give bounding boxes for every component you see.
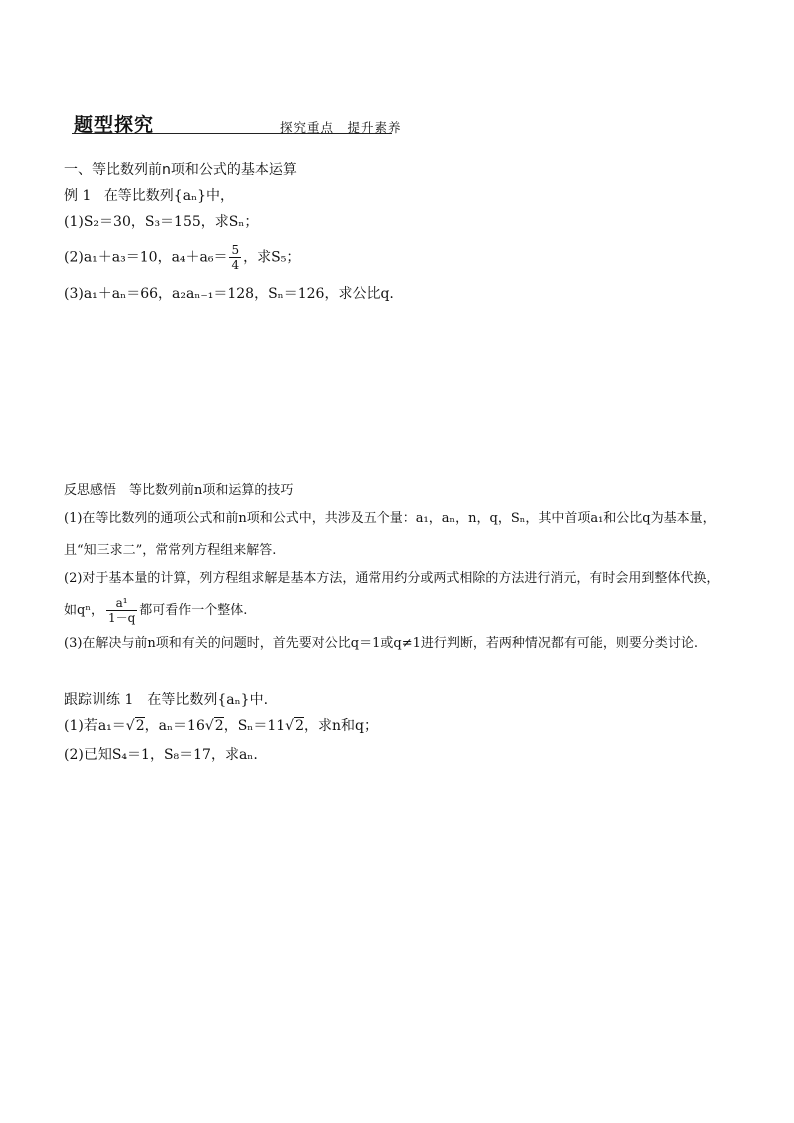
fraction-numerator: 5 xyxy=(231,243,240,257)
page-title: 题型探究 xyxy=(74,114,155,136)
reflection-point-2 xyxy=(64,563,732,627)
p1-segment-a: (1)若a₁＝ xyxy=(64,718,126,734)
fraction-denominator: 4 xyxy=(231,258,240,272)
reflection-title: 反思感悟 等比数列前n项和运算的技巧 xyxy=(64,483,294,498)
practice-1-part-1 xyxy=(64,716,378,736)
p1-segment-b: ，aₙ＝16 xyxy=(144,718,205,734)
example-1-part-1: (1)S₂＝30，S₃＝155，求Sₙ； xyxy=(64,214,259,230)
reflection-point-3: (3)在解决与前n项和有关的问题时，首先要对公比q＝1或q≠1进行判断，若两种情况都有可能，则要分类讨论. xyxy=(64,636,698,651)
fraction-numerator: a¹ xyxy=(106,596,137,611)
sqrt-radicand: 2 xyxy=(135,718,145,734)
example-intro-text: 在等比数列{aₙ}中， xyxy=(103,188,235,204)
p1-segment-c: ，Sₙ＝11 xyxy=(223,718,286,734)
fraction-a-over-1-minus-q xyxy=(106,596,137,625)
section-title: 一、等比数列前n项和公式的基本运算 xyxy=(64,162,297,178)
example-1-part-2 xyxy=(64,243,300,272)
example-1-intro xyxy=(64,186,234,206)
sqrt-symbol: √ xyxy=(285,718,295,734)
example-label: 例 1 xyxy=(64,188,92,204)
fraction-denominator: 1－q xyxy=(107,611,136,625)
practice-1-part-2: (2)已知S₄＝1，S₈＝17，求aₙ. xyxy=(64,747,258,763)
sqrt-symbol: √ xyxy=(204,718,214,734)
reflection-point-1: (1)在等比数列的通项公式和前n项和公式中，共涉及五个量：a₁，aₙ，n，q，Sₙ，其中首项a₁和公比q为基本量，且“知三求二”，常常列方程组来解答. xyxy=(64,511,716,558)
sqrt-radicand: 2 xyxy=(295,718,305,734)
sqrt-symbol: √ xyxy=(125,718,135,734)
sqrt-radicand: 2 xyxy=(214,718,224,734)
header-tag: 探究重点 提升素养 xyxy=(280,120,402,135)
part-2-prefix: (2)a₁＋a₃＝10，a₄＋a₆＝ xyxy=(64,249,228,266)
p1-segment-d: ，求n和q； xyxy=(304,718,378,734)
point-2-text: (2)对于基本量的计算，列方程组求解是基本方法，通常用约分或两式相除的方法进行消元，有时会用到整体代换，如qⁿ， xyxy=(64,571,720,618)
part-2-suffix: ，求S₅； xyxy=(243,249,301,266)
practice-1-title: 跟踪训练 1 在等比数列{aₙ}中. xyxy=(64,692,269,708)
point-2-suffix: 都可看作一个整体. xyxy=(139,603,248,618)
fraction-five-fourths xyxy=(229,243,241,272)
example-1-part-3: (3)a₁＋aₙ＝66，a₂aₙ₋₁＝128，Sₙ＝126，求公比q. xyxy=(64,286,394,302)
